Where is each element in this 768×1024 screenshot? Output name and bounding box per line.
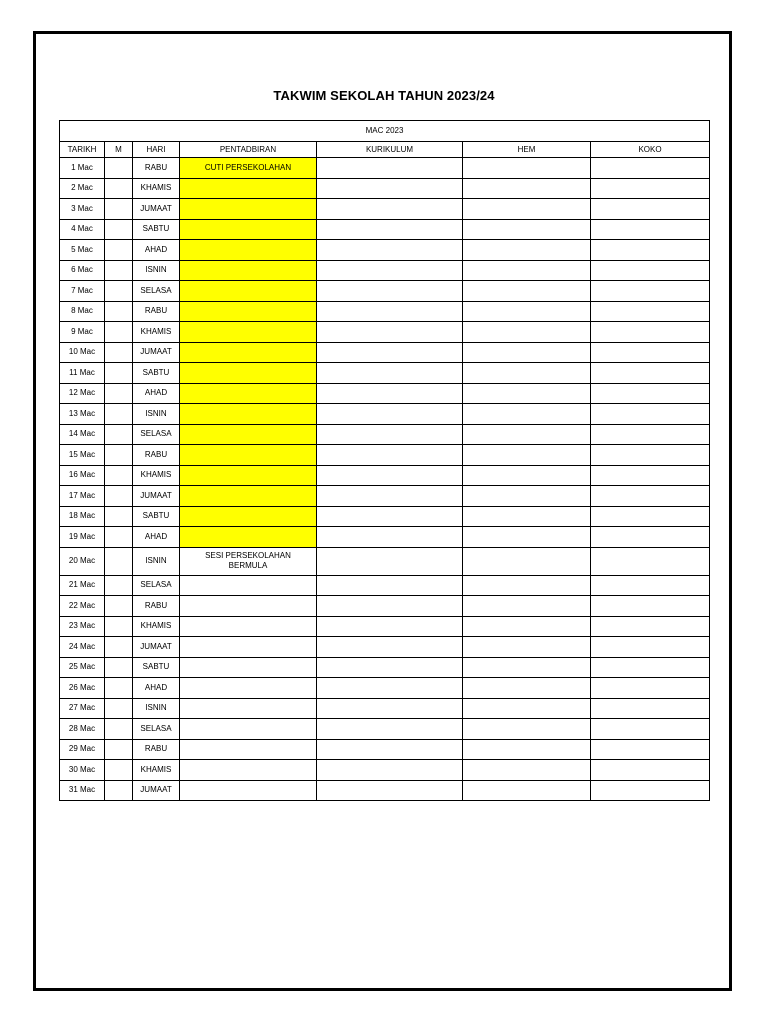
koko-cell (591, 698, 710, 719)
hem-cell (463, 260, 591, 281)
m-cell (105, 698, 133, 719)
hem-cell (463, 383, 591, 404)
day-cell: AHAD (133, 527, 180, 548)
koko-cell (591, 486, 710, 507)
date-cell: 18 Mac (60, 506, 105, 527)
date-cell: 8 Mac (60, 301, 105, 322)
day-cell: AHAD (133, 383, 180, 404)
kurikulum-cell (317, 178, 463, 199)
date-cell: 10 Mac (60, 342, 105, 363)
hem-cell (463, 178, 591, 199)
m-cell (105, 657, 133, 678)
kurikulum-cell (317, 596, 463, 617)
kurikulum-cell (317, 575, 463, 596)
pentadbiran-cell (180, 445, 317, 466)
kurikulum-cell (317, 281, 463, 302)
date-cell: 17 Mac (60, 486, 105, 507)
hem-cell (463, 486, 591, 507)
table-row (60, 527, 710, 548)
pentadbiran-cell: CUTI PERSEKOLAHAN (180, 158, 317, 179)
kurikulum-cell (317, 506, 463, 527)
date-cell: 24 Mac (60, 637, 105, 658)
koko-cell (591, 760, 710, 781)
kurikulum-cell (317, 527, 463, 548)
kurikulum-cell (317, 445, 463, 466)
table-row (60, 322, 710, 343)
kurikulum-cell (317, 404, 463, 425)
koko-cell (591, 678, 710, 699)
m-cell (105, 547, 133, 575)
table-row (60, 780, 710, 801)
koko-cell (591, 260, 710, 281)
pentadbiran-cell (180, 527, 317, 548)
column-header-hari: HARI (133, 142, 180, 158)
calendar-body (60, 158, 710, 801)
m-cell (105, 575, 133, 596)
date-cell: 4 Mac (60, 219, 105, 240)
koko-cell (591, 199, 710, 220)
pentadbiran-cell (180, 760, 317, 781)
pentadbiran-cell (180, 301, 317, 322)
table-row (60, 260, 710, 281)
date-cell: 25 Mac (60, 657, 105, 678)
m-cell (105, 465, 133, 486)
hem-cell (463, 465, 591, 486)
pentadbiran-cell (180, 698, 317, 719)
date-cell: 14 Mac (60, 424, 105, 445)
day-cell: JUMAAT (133, 637, 180, 658)
kurikulum-cell (317, 739, 463, 760)
column-header-pentadbiran: PENTADBIRAN (180, 142, 317, 158)
m-cell (105, 780, 133, 801)
m-cell (105, 281, 133, 302)
hem-cell (463, 547, 591, 575)
day-cell: KHAMIS (133, 178, 180, 199)
m-cell (105, 240, 133, 261)
table-row (60, 698, 710, 719)
date-cell: 31 Mac (60, 780, 105, 801)
hem-cell (463, 322, 591, 343)
hem-cell (463, 760, 591, 781)
m-cell (105, 383, 133, 404)
kurikulum-cell (317, 219, 463, 240)
kurikulum-cell (317, 616, 463, 637)
day-cell: ISNIN (133, 404, 180, 425)
hem-cell (463, 657, 591, 678)
date-cell: 19 Mac (60, 527, 105, 548)
date-cell: 28 Mac (60, 719, 105, 740)
hem-cell (463, 219, 591, 240)
hem-cell (463, 281, 591, 302)
pentadbiran-cell (180, 342, 317, 363)
pentadbiran-cell (180, 178, 317, 199)
kurikulum-cell (317, 698, 463, 719)
day-cell: RABU (133, 158, 180, 179)
table-row (60, 404, 710, 425)
hem-cell (463, 678, 591, 699)
table-row (60, 383, 710, 404)
m-cell (105, 445, 133, 466)
pentadbiran-cell (180, 199, 317, 220)
koko-cell (591, 637, 710, 658)
date-cell: 29 Mac (60, 739, 105, 760)
koko-cell (591, 739, 710, 760)
column-header-tarikh: TARIKH (60, 142, 105, 158)
pentadbiran-cell (180, 678, 317, 699)
kurikulum-cell (317, 383, 463, 404)
table-row (60, 342, 710, 363)
koko-cell (591, 596, 710, 617)
day-cell: RABU (133, 301, 180, 322)
day-cell: RABU (133, 596, 180, 617)
kurikulum-cell (317, 637, 463, 658)
hem-cell (463, 506, 591, 527)
pentadbiran-cell (180, 575, 317, 596)
day-cell: ISNIN (133, 260, 180, 281)
pentadbiran-cell (180, 657, 317, 678)
pentadbiran-cell (180, 363, 317, 384)
month-header: MAC 2023 (60, 121, 710, 142)
date-cell: 30 Mac (60, 760, 105, 781)
kurikulum-cell (317, 424, 463, 445)
document-title: TAKWIM SEKOLAH TAHUN 2023/24 (273, 88, 495, 103)
table-row (60, 657, 710, 678)
koko-cell (591, 383, 710, 404)
table-row (60, 158, 710, 179)
m-cell (105, 178, 133, 199)
kurikulum-cell (317, 260, 463, 281)
kurikulum-cell (317, 465, 463, 486)
hem-cell (463, 527, 591, 548)
day-cell: SELASA (133, 424, 180, 445)
kurikulum-cell (317, 486, 463, 507)
m-cell (105, 199, 133, 220)
koko-cell (591, 281, 710, 302)
day-cell: SABTU (133, 657, 180, 678)
day-cell: SELASA (133, 575, 180, 596)
koko-cell (591, 465, 710, 486)
m-cell (105, 637, 133, 658)
pentadbiran-cell (180, 486, 317, 507)
m-cell (105, 616, 133, 637)
koko-cell (591, 527, 710, 548)
table-row (60, 616, 710, 637)
hem-cell (463, 445, 591, 466)
table-row (60, 547, 710, 575)
m-cell (105, 719, 133, 740)
date-cell: 23 Mac (60, 616, 105, 637)
kurikulum-cell (317, 158, 463, 179)
table-row (60, 465, 710, 486)
pentadbiran-cell: SESI PERSEKOLAHAN BERMULA (180, 547, 317, 575)
date-cell: 22 Mac (60, 596, 105, 617)
day-cell: SABTU (133, 363, 180, 384)
koko-cell (591, 240, 710, 261)
koko-cell (591, 424, 710, 445)
pentadbiran-cell (180, 719, 317, 740)
day-cell: SABTU (133, 219, 180, 240)
table-row (60, 240, 710, 261)
m-cell (105, 260, 133, 281)
day-cell: JUMAAT (133, 199, 180, 220)
date-cell: 7 Mac (60, 281, 105, 302)
kurikulum-cell (317, 240, 463, 261)
pentadbiran-cell (180, 404, 317, 425)
date-cell: 21 Mac (60, 575, 105, 596)
column-header-kurikulum: KURIKULUM (317, 142, 463, 158)
kurikulum-cell (317, 760, 463, 781)
date-cell: 3 Mac (60, 199, 105, 220)
m-cell (105, 404, 133, 425)
koko-cell (591, 301, 710, 322)
pentadbiran-cell (180, 780, 317, 801)
m-cell (105, 527, 133, 548)
pentadbiran-cell (180, 322, 317, 343)
day-cell: SELASA (133, 719, 180, 740)
table-row (60, 719, 710, 740)
hem-cell (463, 596, 591, 617)
pentadbiran-cell (180, 465, 317, 486)
date-cell: 13 Mac (60, 404, 105, 425)
m-cell (105, 596, 133, 617)
table-row (60, 575, 710, 596)
date-cell: 15 Mac (60, 445, 105, 466)
koko-cell (591, 404, 710, 425)
date-cell: 1 Mac (60, 158, 105, 179)
m-cell (105, 363, 133, 384)
table-row (60, 301, 710, 322)
day-cell: AHAD (133, 240, 180, 261)
hem-cell (463, 637, 591, 658)
hem-cell (463, 575, 591, 596)
table-row (60, 486, 710, 507)
koko-cell (591, 219, 710, 240)
table-row (60, 424, 710, 445)
hem-cell (463, 616, 591, 637)
hem-cell (463, 342, 591, 363)
pentadbiran-cell (180, 637, 317, 658)
hem-cell (463, 780, 591, 801)
date-cell: 16 Mac (60, 465, 105, 486)
day-cell: JUMAAT (133, 342, 180, 363)
kurikulum-cell (317, 678, 463, 699)
table-row (60, 219, 710, 240)
koko-cell (591, 322, 710, 343)
table-row (60, 199, 710, 220)
hem-cell (463, 404, 591, 425)
table-row (60, 596, 710, 617)
date-cell: 12 Mac (60, 383, 105, 404)
kurikulum-cell (317, 547, 463, 575)
kurikulum-cell (317, 363, 463, 384)
m-cell (105, 301, 133, 322)
day-cell: AHAD (133, 678, 180, 699)
koko-cell (591, 657, 710, 678)
koko-cell (591, 445, 710, 466)
table-row (60, 178, 710, 199)
koko-cell (591, 780, 710, 801)
m-cell (105, 219, 133, 240)
koko-cell (591, 178, 710, 199)
day-cell: SELASA (133, 281, 180, 302)
hem-cell (463, 698, 591, 719)
day-cell: SABTU (133, 506, 180, 527)
hem-cell (463, 240, 591, 261)
day-cell: KHAMIS (133, 760, 180, 781)
day-cell: KHAMIS (133, 322, 180, 343)
day-cell: ISNIN (133, 698, 180, 719)
koko-cell (591, 616, 710, 637)
column-header-koko: KOKO (591, 142, 710, 158)
hem-cell (463, 719, 591, 740)
m-cell (105, 342, 133, 363)
kurikulum-cell (317, 199, 463, 220)
m-cell (105, 486, 133, 507)
kurikulum-cell (317, 719, 463, 740)
koko-cell (591, 158, 710, 179)
day-cell: KHAMIS (133, 616, 180, 637)
date-cell: 6 Mac (60, 260, 105, 281)
kurikulum-cell (317, 657, 463, 678)
pentadbiran-cell (180, 260, 317, 281)
date-cell: 20 Mac (60, 547, 105, 575)
day-cell: KHAMIS (133, 465, 180, 486)
date-cell: 26 Mac (60, 678, 105, 699)
m-cell (105, 506, 133, 527)
pentadbiran-cell (180, 616, 317, 637)
table-row (60, 760, 710, 781)
hem-cell (463, 424, 591, 445)
table-row (60, 739, 710, 760)
day-cell: RABU (133, 739, 180, 760)
date-cell: 5 Mac (60, 240, 105, 261)
hem-cell (463, 363, 591, 384)
kurikulum-cell (317, 301, 463, 322)
pentadbiran-cell (180, 596, 317, 617)
koko-cell (591, 719, 710, 740)
table-row (60, 281, 710, 302)
date-cell: 2 Mac (60, 178, 105, 199)
hem-cell (463, 158, 591, 179)
koko-cell (591, 342, 710, 363)
koko-cell (591, 506, 710, 527)
day-cell: JUMAAT (133, 780, 180, 801)
kurikulum-cell (317, 780, 463, 801)
m-cell (105, 424, 133, 445)
table-row (60, 506, 710, 527)
day-cell: JUMAAT (133, 486, 180, 507)
column-header-m: M (105, 142, 133, 158)
day-cell: ISNIN (133, 547, 180, 575)
column-header-hem: HEM (463, 142, 591, 158)
table-row (60, 363, 710, 384)
hem-cell (463, 739, 591, 760)
m-cell (105, 678, 133, 699)
date-cell: 11 Mac (60, 363, 105, 384)
date-cell: 27 Mac (60, 698, 105, 719)
date-cell: 9 Mac (60, 322, 105, 343)
m-cell (105, 760, 133, 781)
pentadbiran-cell (180, 281, 317, 302)
m-cell (105, 322, 133, 343)
table-row (60, 678, 710, 699)
pentadbiran-cell (180, 424, 317, 445)
calendar-table (59, 120, 710, 801)
pentadbiran-cell (180, 219, 317, 240)
pentadbiran-cell (180, 240, 317, 261)
m-cell (105, 739, 133, 760)
pentadbiran-cell (180, 506, 317, 527)
table-row (60, 445, 710, 466)
table-row (60, 637, 710, 658)
kurikulum-cell (317, 342, 463, 363)
m-cell (105, 158, 133, 179)
koko-cell (591, 363, 710, 384)
day-cell: RABU (133, 445, 180, 466)
hem-cell (463, 301, 591, 322)
koko-cell (591, 575, 710, 596)
kurikulum-cell (317, 322, 463, 343)
hem-cell (463, 199, 591, 220)
pentadbiran-cell (180, 739, 317, 760)
koko-cell (591, 547, 710, 575)
pentadbiran-cell (180, 383, 317, 404)
